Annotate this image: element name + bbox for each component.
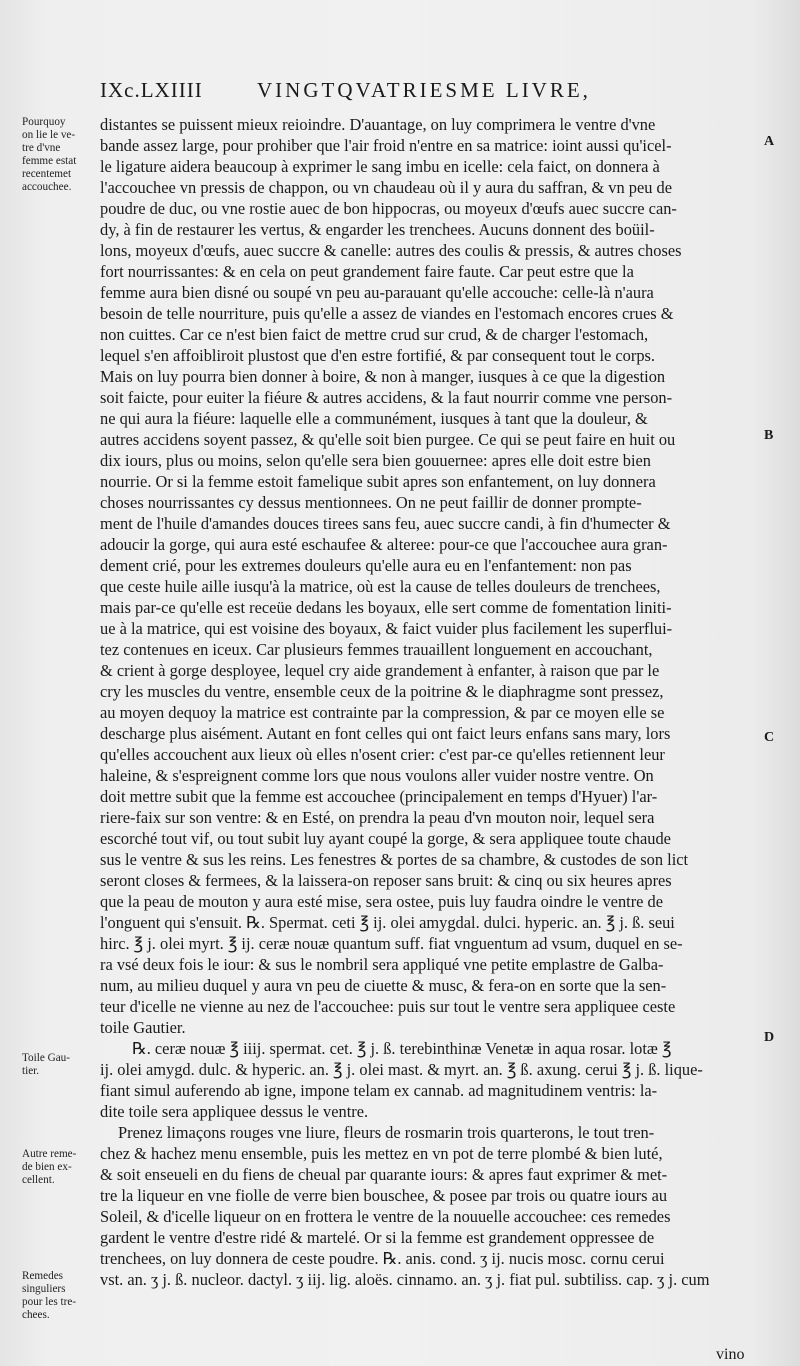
section-letter-b: B bbox=[764, 428, 774, 443]
margin-note-line: Pourquoy bbox=[22, 116, 66, 128]
text-line: tre la liqueur en vne fiolle de verre bien bouschee, & posee par trois ou quatre iours au bbox=[100, 1186, 668, 1205]
margin-note-line: singuliers bbox=[22, 1283, 66, 1295]
text-line: ue à la matrice, qui est voisine des boyaux, & faict vuider plus facilement les superflui- bbox=[100, 619, 673, 638]
text-line: escorché tout vif, ou tout subit luy ayant coupé la gorge, & sera appliquee toute chaude bbox=[100, 829, 671, 848]
section-letter-a: A bbox=[764, 134, 775, 149]
text-line: & crient à gorge desployee, lequel cry aide grandement à enfanter, à raison que par le bbox=[100, 661, 660, 680]
margin-note-line: recentemet bbox=[22, 168, 72, 180]
margin-note-line: de bien ex- bbox=[22, 1161, 72, 1173]
text-line: non cuittes. Car ce n'est bien faict de mettre crud sur crud, & de charger l'estomach, bbox=[100, 325, 649, 344]
margin-note-line: on lie le ve- bbox=[22, 129, 76, 141]
text-line: choses nourrissantes cy dessus mentionnees. On ne peut faillir de donner prompte- bbox=[100, 493, 642, 512]
text-line: ne qui aura la fiéure: laquelle elle a communément, iusques à tant que la douleur, & bbox=[100, 409, 648, 428]
text-line: lequel s'en affoibliroit plustost que d'en estre fortifié, & par consequent tout le corps. bbox=[100, 346, 656, 365]
margin-note-toile-gautier bbox=[22, 1052, 96, 1078]
text-line: ra vsé deux fois le iour: & sus le nombril sera appliqué vne petite emplastre de Galba- bbox=[100, 955, 664, 974]
text-line: nourrie. Or si la femme estoit famelique subit apres son enfantement, on luy donnera bbox=[100, 472, 656, 491]
text-line: Mais on luy pourra bien donner à boire, & non à manger, iusques à ce que la digestion bbox=[100, 367, 666, 386]
text-line: poudre de duc, ou vne rostie auec de bon hippocras, ou moyeux d'œufs auec succre can- bbox=[100, 199, 677, 218]
text-line: Soleil, & d'icelle liqueur on en frottera le ventre de la nouuelle accouchee: ces remedes bbox=[100, 1207, 671, 1226]
margin-note-line: pour les tre- bbox=[22, 1296, 77, 1308]
text-line: lons, moyeux d'œufs, auec succre & canelle: autres des coulis & pressis, & autres choses bbox=[100, 241, 682, 260]
catchword: vino bbox=[716, 1346, 745, 1363]
text-line: adoucir la gorge, qui aura esté eschaufee & alteree: pour-ce que l'accouchee aura gran- bbox=[100, 535, 668, 554]
running-title: VINGTQVATRIESME LIVRE, bbox=[257, 78, 591, 102]
text-line: ℞. ceræ nouæ ℥ iiij. spermat. cet. ℥ j. ß. terebinthinæ Venetæ in aqua rosar. lotæ ℥ bbox=[132, 1039, 672, 1058]
text-line: dite toile sera appliquee dessus le ventre. bbox=[100, 1102, 369, 1121]
text-line: doit mettre subit que la femme est accouchee (principalement en temps d'Hyuer) l'ar- bbox=[100, 787, 658, 806]
text-line: vst. an. ʒ j. ß. nucleor. dactyl. ʒ iij. lig. aloës. cinnamo. an. ʒ j. fiat pul. subtiliss. cap. ʒ j. cum bbox=[100, 1270, 710, 1289]
margin-note-remedes-trenchees bbox=[22, 1270, 96, 1322]
text-line: bande assez large, pour prohiber que l'air froid n'entre en sa matrice: ioint aussi qu'icel- bbox=[100, 136, 672, 155]
margin-note-line: chees. bbox=[22, 1309, 50, 1321]
text-line: hirc. ℥ j. olei myrt. ℥ ij. ceræ nouæ quantum suff. fiat vnguentum ad vsum, duquel en se- bbox=[100, 934, 683, 953]
margin-note-line: accouchee. bbox=[22, 181, 72, 193]
text-line: femme aura bien disné ou soupé vn peu au-parauant qu'elle accouche: celle-là n'aura bbox=[100, 283, 654, 302]
margin-note-line: Toile Gau- bbox=[22, 1052, 70, 1064]
text-line: qu'elles accouchent aux lieux où elles n'osent crier: c'est par-ce qu'elles retiennent leur bbox=[100, 745, 665, 764]
margin-note-autre-remede bbox=[22, 1148, 96, 1187]
body-text bbox=[100, 114, 760, 1290]
margin-note-line: Remedes bbox=[22, 1270, 64, 1282]
text-line: l'onguent qui s'ensuit. ℞. Spermat. ceti ℥ ij. olei amygdal. dulci. hyperic. an. ℥ j. ß. seui bbox=[100, 913, 675, 932]
text-line: cry les muscles du ventre, ensemble ceux de la poitrine & le diaphragme sont pressez, bbox=[100, 682, 664, 701]
section-letter-d: D bbox=[764, 1030, 775, 1045]
text-line: riere-faix sur son ventre: & en Esté, on prendra la peau d'vn mouton noir, lequel sera bbox=[100, 808, 655, 827]
text-line: que la peau de mouton y aura esté mise, sera ostee, puis luy faudra oindre le ventre de bbox=[100, 892, 663, 911]
page-header bbox=[100, 78, 740, 108]
margin-note-line: femme estat bbox=[22, 155, 77, 167]
text-line: que ceste huile aille iusqu'à la matrice, où est la cause de telles douleurs de trenchees, bbox=[100, 577, 661, 596]
text-line: besoin de telle nourriture, puis qu'elle a assez de viandes en l'estomach encores crues & bbox=[100, 304, 674, 323]
text-line: chez & hachez menu ensemble, puis les mettez en vn pot de terre plombé & bien luté, bbox=[100, 1144, 663, 1163]
text-line: mais par-ce qu'elle est receüe dedans les boyaux, elle sert comme de fomentation liniti- bbox=[100, 598, 672, 617]
text-line: trenchees, on luy donnera de ceste poudre. ℞. anis. cond. ʒ ij. nucis mosc. cornu cerui bbox=[100, 1249, 665, 1268]
text-line: soit faicte, pour euiter la fiéure & autres accidens, & la faut nourrir comme vne person- bbox=[100, 388, 673, 407]
text-line: dix iours, plus ou moins, selon qu'elle sera bien gouuernee: apres elle doit estre bien bbox=[100, 451, 651, 470]
text-line: teur d'icelle ne vienne au nez de l'accouchee: puis sur tout le ventre sera appliquee ceste bbox=[100, 997, 676, 1016]
text-line: descharge plus aisément. Autant en font celles qui ont faict leurs enfans sans mary, lors bbox=[100, 724, 671, 743]
text-line: Prenez limaçons rouges vne liure, fleurs de rosmarin trois quarterons, le tout tren- bbox=[118, 1123, 655, 1142]
text-line: gardent le ventre d'estre ridé & martelé. Or si la femme est grandement oppressee de bbox=[100, 1228, 655, 1247]
section-letter-c: C bbox=[764, 730, 775, 745]
text-line: l'accouchee vn pressis de chappon, ou vn chaudeau où il y aura du saffran, & vn peu de bbox=[100, 178, 673, 197]
text-line: fiant simul auferendo ab igne, impone telam ex cannab. ad magnitudinem ventris: la- bbox=[100, 1081, 658, 1100]
text-line: distantes se puissent mieux reioindre. D'auantage, on luy comprimera le ventre d'vne bbox=[100, 115, 656, 134]
text-line: num, au milieu duquel y aura vn peu de ciuette & musc, & fera-on en sorte que la sen- bbox=[100, 976, 667, 995]
text-line: seront closes & fermees, & la laissera-on reposer sans bruit: & cinq ou six heures apres bbox=[100, 871, 672, 890]
text-line: dement crié, pour les extremes douleurs qu'elle aura eu en l'enfantement: non pas bbox=[100, 556, 632, 575]
text-line: tez contenues en iceux. Car plusieurs femmes trauaillent longuement en accouchant, bbox=[100, 640, 653, 659]
margin-note-bandage bbox=[22, 116, 96, 194]
text-line: au moyen dequoy la matrice est contrainte par la compression, & par ce moyen elle se bbox=[100, 703, 665, 722]
text-line: le ligature aidera beaucoup à exprimer le sang imbu en icelle: cela faict, on donnera à bbox=[100, 157, 660, 176]
text-line: ij. olei amygd. dulc. & hyperic. an. ℥ j. olei mast. & myrt. an. ℥ ß. axung. cerui ℥ j. ß. lique- bbox=[100, 1060, 703, 1079]
margin-note-line: tier. bbox=[22, 1065, 40, 1077]
margin-note-line: tre d'vne bbox=[22, 142, 61, 154]
margin-note-line: cellent. bbox=[22, 1174, 55, 1186]
text-line: dy, à fin de restaurer les vertus, & engarder les trenchees. Aucuns donnent des boüil- bbox=[100, 220, 655, 239]
margin-note-line: Autre reme- bbox=[22, 1148, 77, 1160]
text-line: toile Gautier. bbox=[100, 1018, 186, 1037]
folio-number: IXc.LXIIII bbox=[100, 78, 203, 102]
text-line: autres accidens soyent passez, & qu'elle soit bien purgee. Ce qui se peut faire en huit ou bbox=[100, 430, 676, 449]
text-line: fort nourrissantes: & en cela on peut grandement faire faute. Car peut estre que la bbox=[100, 262, 634, 281]
text-line: sus le ventre & sus les reins. Les fenestres & portes de sa chambre, & custodes de son lict bbox=[100, 850, 689, 869]
text-line: & soit enseueli en du fiens de cheual par quarante iours: & apres faut exprimer & met- bbox=[100, 1165, 668, 1184]
text-line: ment de l'huile d'amandes douces tirees sans feu, auec succre candi, à fin d'humecter & bbox=[100, 514, 671, 533]
text-line: haleine, & s'espreignent comme lors que nous voulons aller vuider nostre ventre. On bbox=[100, 766, 654, 785]
